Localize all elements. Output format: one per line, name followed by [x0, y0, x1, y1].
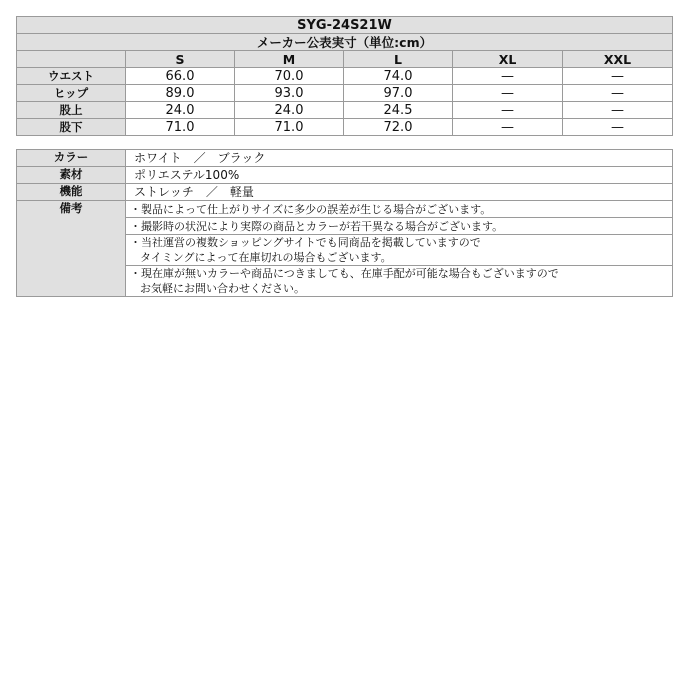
note-line: タイミングによって在庫切れの場合もございます。: [140, 251, 392, 264]
size-header-row: [17, 51, 673, 68]
note-line: お気軽にお問い合わせください。: [140, 282, 305, 295]
info-row-material: [17, 167, 673, 184]
table-cell: 97.0: [344, 85, 453, 102]
row-label-waist: ウエスト: [17, 68, 126, 85]
note-item: [126, 218, 673, 235]
subtitle-row: [17, 34, 673, 51]
table-cell: 71.0: [126, 119, 235, 136]
table-cell: 72.0: [344, 119, 453, 136]
table-cell: —: [453, 102, 563, 119]
table-row: [17, 68, 673, 85]
row-label-rise: 股上: [17, 102, 126, 119]
row-label-hip: ヒップ: [17, 85, 126, 102]
size-chart-table: [16, 16, 673, 136]
size-header-xl: XL: [453, 51, 563, 68]
color-label: カラー: [17, 150, 126, 167]
size-header-m: M: [235, 51, 344, 68]
table-cell: 71.0: [235, 119, 344, 136]
table-cell: —: [453, 85, 563, 102]
note-item: [126, 266, 673, 297]
note-item: [126, 235, 673, 266]
table-cell: —: [563, 68, 673, 85]
row-label-inseam: 股下: [17, 119, 126, 136]
table-row: [17, 102, 673, 119]
size-header-xxl: XXL: [563, 51, 673, 68]
info-row-function: [17, 184, 673, 201]
notes-label: 備考: [17, 201, 126, 297]
table-row: [17, 85, 673, 102]
model-row: [17, 17, 673, 34]
table-cell: —: [563, 102, 673, 119]
table-cell: 70.0: [235, 68, 344, 85]
table-cell: 74.0: [344, 68, 453, 85]
table-cell: 89.0: [126, 85, 235, 102]
size-header-l: L: [344, 51, 453, 68]
color-value: ホワイト ／ ブラック: [126, 150, 673, 167]
size-header-s: S: [126, 51, 235, 68]
info-row-note-1: [17, 201, 673, 218]
table-cell: 24.0: [126, 102, 235, 119]
material-value: ポリエステル100%: [126, 167, 673, 184]
note-line: ・撮影時の状況により実際の商品とカラーが若干異なる場合がございます。: [130, 219, 504, 233]
table-cell: —: [563, 119, 673, 136]
info-row-color: [17, 150, 673, 167]
model-number: SYG-24S21W: [17, 17, 673, 34]
function-value: ストレッチ ／ 軽量: [126, 184, 673, 201]
table-cell: 24.5: [344, 102, 453, 119]
table-cell: 93.0: [235, 85, 344, 102]
note-line: ・現在庫が無いカラーや商品につきましても、在庫手配が可能な場合もございますので: [130, 267, 559, 280]
size-chart-subtitle: メーカー公表実寸（単位:cm）: [17, 34, 673, 51]
table-cell: 66.0: [126, 68, 235, 85]
note-line: ・製品によって仕上がりサイズに多少の誤差が生じる場合がございます。: [130, 202, 492, 216]
product-info-table: [16, 149, 673, 297]
table-cell: —: [453, 68, 563, 85]
size-header-blank: [17, 51, 126, 68]
note-line: ・当社運営の複数ショッピングサイトでも同商品を掲載していますので: [130, 236, 481, 249]
table-cell: 24.0: [235, 102, 344, 119]
table-cell: —: [453, 119, 563, 136]
material-label: 素材: [17, 167, 126, 184]
table-cell: —: [563, 85, 673, 102]
table-row: [17, 119, 673, 136]
function-label: 機能: [17, 184, 126, 201]
note-item: [126, 201, 673, 218]
